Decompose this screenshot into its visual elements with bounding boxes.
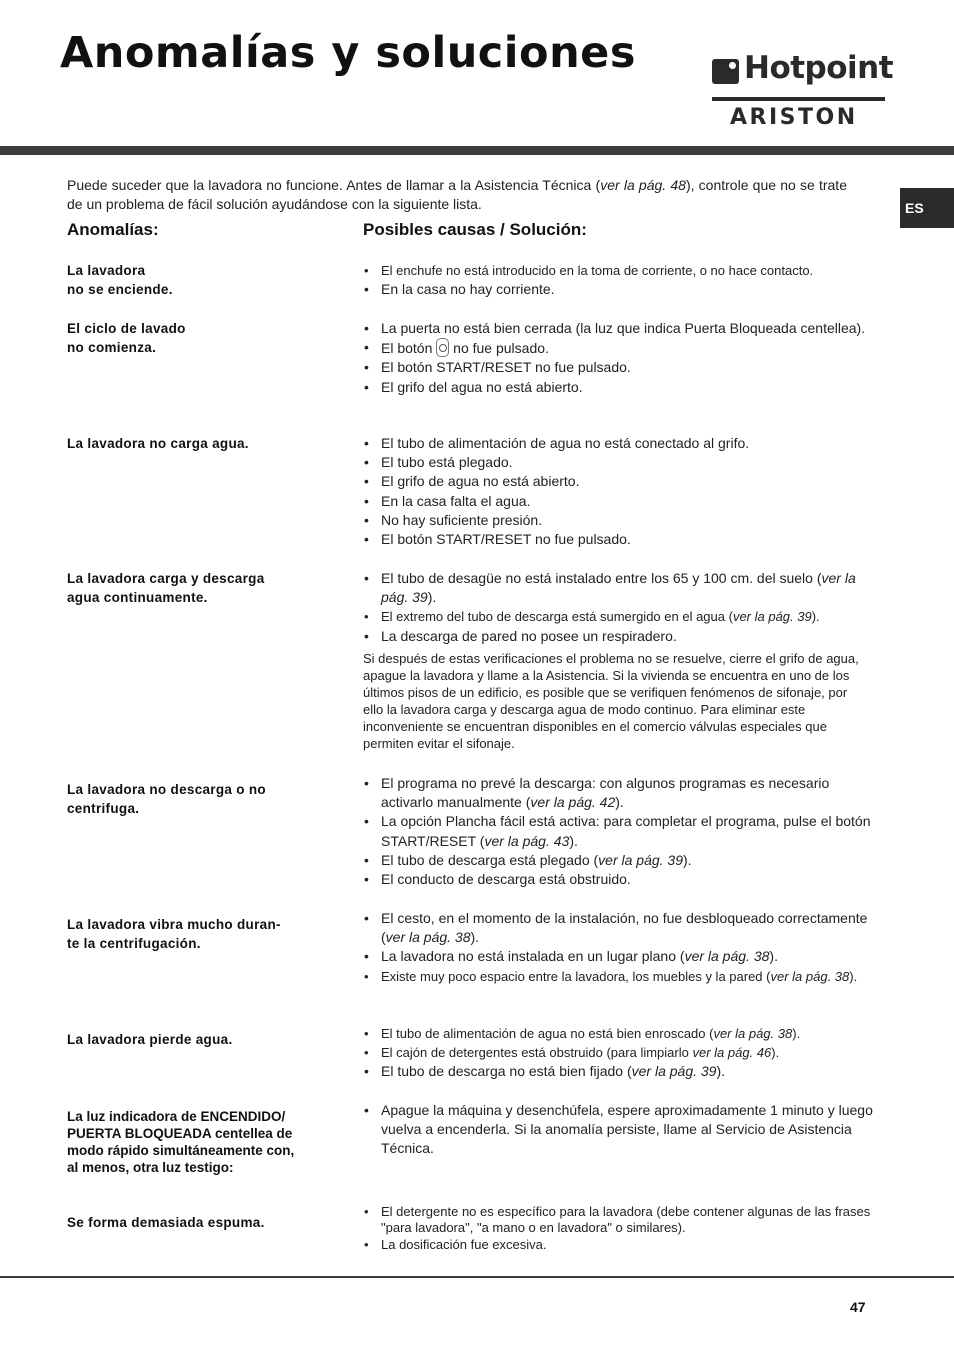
cause-item: • La dosificación fue excesiva. bbox=[363, 1236, 873, 1254]
anomaly-label bbox=[67, 1213, 337, 1232]
cause-text: ). bbox=[569, 832, 578, 849]
cause-item: • El conducto de descarga está obstruido. bbox=[363, 870, 873, 889]
cause-item: • La descarga de pared no posee un respiradero. bbox=[363, 627, 873, 646]
cause-text: ). bbox=[792, 1026, 801, 1041]
anomaly-line: La lavadora bbox=[67, 263, 146, 278]
cause-list bbox=[363, 569, 873, 646]
cause-item bbox=[363, 967, 873, 986]
page-number: 47 bbox=[850, 1299, 866, 1315]
cause-item: • Apague la máquina y desenchúfela, espere aproximadamente 1 minuto y luego vuelva a encenderla. Si la anomalía persiste, llame al Servicio de Asistencia Técnica. bbox=[363, 1101, 873, 1159]
cause-text: Existe muy poco espacio entre la lavadora, los muebles y la pared ( bbox=[381, 968, 771, 984]
page-title: Anomalías y soluciones bbox=[60, 28, 636, 78]
hotpoint-ariston-logo bbox=[712, 50, 894, 131]
anomaly-line: La lavadora pierde agua. bbox=[67, 1032, 233, 1047]
intro-text bbox=[67, 176, 847, 214]
siphoning-note: Si después de estas verificaciones el problema no se resuelve, cierre el grifo de agua, apague la lavadora y llame a la Asistencia. Si la vivienda se encuentra en uno de los últimos pisos de un edificio, es posible que se verifiquen fenómenos de sifonaje, por ello la lavadora carga y descarga agua de modo continuo. Para eliminar este inconveniente se encuentran disponibles en el comercio válvulas especiales que permiten evitar el sifonaje. bbox=[363, 651, 859, 751]
anomaly-label bbox=[67, 915, 337, 953]
anomaly-line: El ciclo de lavado bbox=[67, 321, 186, 336]
cause-text: ). bbox=[849, 968, 858, 984]
anomaly-label bbox=[67, 261, 337, 299]
page-ref: ver la pág. 46 bbox=[692, 1045, 772, 1061]
page-ref: ver la pág. 39 bbox=[381, 570, 856, 606]
anomaly-line: La luz indicadora de ENCENDIDO/ bbox=[67, 1109, 286, 1124]
cause-item bbox=[363, 909, 873, 947]
page-ref: ver la pág. 38 bbox=[770, 968, 850, 984]
cause-item: • No hay suficiente presión. bbox=[363, 511, 873, 530]
cause-list bbox=[363, 774, 873, 889]
cause-list bbox=[363, 434, 873, 549]
cause-text: El botón bbox=[381, 340, 437, 357]
intro-part-2: ), controle que no se trate de un problema de fácil solución ayudándose con la siguiente lista. bbox=[67, 177, 847, 212]
page-ref: ver la pág. 38 bbox=[713, 1026, 793, 1041]
anomaly-line: La lavadora vibra mucho duran- bbox=[67, 917, 281, 932]
anomaly-line: agua continuamente. bbox=[67, 590, 208, 605]
logo-sub: ARISTON bbox=[730, 105, 858, 130]
cause-text: ). bbox=[771, 1045, 780, 1061]
cause-text: El tubo de alimentación de agua no está bien enroscado ( bbox=[381, 1026, 714, 1041]
anomaly-line: no se enciende. bbox=[67, 282, 173, 297]
anomaly-line: te la centrifugación. bbox=[67, 936, 201, 951]
cause-text: El tubo de descarga está plegado ( bbox=[381, 851, 599, 868]
anomaly-line: no comienza. bbox=[67, 340, 157, 355]
logo-brand: Hotpoint bbox=[744, 50, 894, 86]
cause-item bbox=[363, 1062, 873, 1081]
cause-item bbox=[363, 607, 873, 626]
cause-item bbox=[363, 1024, 873, 1043]
cause-text: ). bbox=[811, 609, 820, 625]
cause-text: El extremo del tubo de descarga está sumergido en el agua ( bbox=[381, 609, 733, 625]
cause-text: El programa no prevé la descarga: con algunos programas es necesario activarlo manualmente ( bbox=[381, 775, 830, 811]
anomaly-line: centrifuga. bbox=[67, 801, 140, 816]
anomaly-label bbox=[67, 569, 337, 607]
cause-text: La lavadora no está instalada en un lugar plano ( bbox=[381, 948, 685, 965]
anomaly-label bbox=[67, 434, 337, 453]
page-ref: ver la pág. 38 bbox=[385, 929, 471, 946]
cause-list bbox=[363, 1204, 873, 1254]
cause-item: • En la casa no hay corriente. bbox=[363, 280, 873, 299]
intro-part-1: Puede suceder que la lavadora no funcione. Antes de llamar a la Asistencia Técnica ( bbox=[67, 177, 601, 193]
cause-item: • El enchufe no está introducido en la toma de corriente, o no hace contacto. bbox=[363, 261, 873, 280]
anomaly-line: modo rápido simultáneamente con, bbox=[67, 1143, 295, 1158]
anomaly-label bbox=[67, 1108, 337, 1176]
cause-list bbox=[363, 1101, 873, 1159]
language-tab: ES bbox=[900, 188, 954, 228]
cause-list bbox=[363, 909, 873, 986]
cause-list bbox=[363, 319, 873, 397]
cause-item: • El tubo de alimentación de agua no está conectado al grifo. bbox=[363, 434, 873, 453]
footer-divider bbox=[0, 1276, 954, 1278]
page-ref: ver la pág. 39 bbox=[631, 1063, 717, 1080]
anomaly-line: PUERTA BLOQUEADA centellea de bbox=[67, 1126, 293, 1141]
anomaly-line: Se forma demasiada espuma. bbox=[67, 1215, 265, 1230]
cause-item: • En la casa falta el agua. bbox=[363, 492, 873, 511]
cause-text: ). bbox=[683, 851, 692, 868]
cause-item: • El grifo del agua no está abierto. bbox=[363, 378, 873, 397]
cause-text: no fue pulsado. bbox=[449, 340, 549, 357]
cause-text: ). bbox=[716, 1063, 726, 1080]
cause-text: El cesto, en el momento de la instalación, no fue desbloqueado correctamente ( bbox=[381, 910, 868, 946]
cause-item bbox=[363, 812, 873, 850]
cause-text: El cajón de detergentes está obstruido (para limpiarlo bbox=[381, 1045, 693, 1061]
anomaly-line: al menos, otra luz testigo: bbox=[67, 1160, 234, 1175]
anomaly-line: La lavadora no carga agua. bbox=[67, 436, 249, 451]
cause-item: • El botón START/RESET no fue pulsado. bbox=[363, 530, 873, 549]
cause-item bbox=[363, 851, 873, 870]
page-ref: ver la pág. 39 bbox=[598, 851, 683, 868]
cause-item: • El detergente no es específico para la lavadora (debe contener algunas de las frases "para lavadora", "a mano o en lavadora" o similares). bbox=[363, 1204, 873, 1236]
cause-item bbox=[363, 774, 873, 812]
anomaly-line: La lavadora carga y descarga bbox=[67, 571, 265, 586]
brand-square-icon bbox=[712, 59, 739, 84]
anomalies-heading: Anomalías: bbox=[67, 220, 159, 239]
causes-heading: Posibles causas / Solución: bbox=[363, 220, 587, 239]
logo-divider bbox=[712, 97, 885, 101]
cause-text: El tubo de desagüe no está instalado entre los 65 y 100 cm. del suelo ( bbox=[381, 570, 822, 586]
page-ref: ver la pág. 43 bbox=[484, 832, 570, 849]
page-ref: ver la pág. 38 bbox=[684, 948, 770, 965]
cause-item: • El tubo está plegado. bbox=[363, 453, 873, 472]
cause-item bbox=[363, 569, 873, 607]
page-ref: ver la pág. 39 bbox=[732, 609, 812, 625]
anomaly-label bbox=[67, 319, 337, 357]
cause-list bbox=[363, 261, 873, 299]
cause-item bbox=[363, 1043, 873, 1062]
anomaly-label bbox=[67, 1030, 337, 1049]
cause-text: La opción Plancha fácil está activa: para completar el programa, pulse el botón START/RESET ( bbox=[381, 813, 871, 849]
cause-text: El tubo de descarga no está bien fijado ( bbox=[381, 1063, 632, 1080]
anomaly-label bbox=[67, 780, 337, 818]
intro-page-ref: ver la pág. 48 bbox=[600, 177, 686, 193]
header-divider bbox=[0, 146, 954, 155]
cause-item: • El botón START/RESET no fue pulsado. bbox=[363, 358, 873, 377]
cause-text: ). bbox=[769, 948, 778, 965]
page-ref: ver la pág. 42 bbox=[530, 794, 616, 811]
power-button-icon bbox=[436, 338, 449, 357]
cause-text: ). bbox=[470, 929, 480, 946]
cause-item bbox=[363, 338, 873, 358]
cause-item: • La puerta no está bien cerrada (la luz que indica Puerta Bloqueada centellea). bbox=[363, 319, 873, 338]
anomaly-line: La lavadora no descarga o no bbox=[67, 782, 266, 797]
cause-list bbox=[363, 1024, 873, 1082]
cause-text: ). bbox=[427, 589, 437, 606]
cause-item: • El grifo de agua no está abierto. bbox=[363, 472, 873, 491]
cause-item bbox=[363, 947, 873, 966]
cause-text: ). bbox=[615, 794, 624, 811]
